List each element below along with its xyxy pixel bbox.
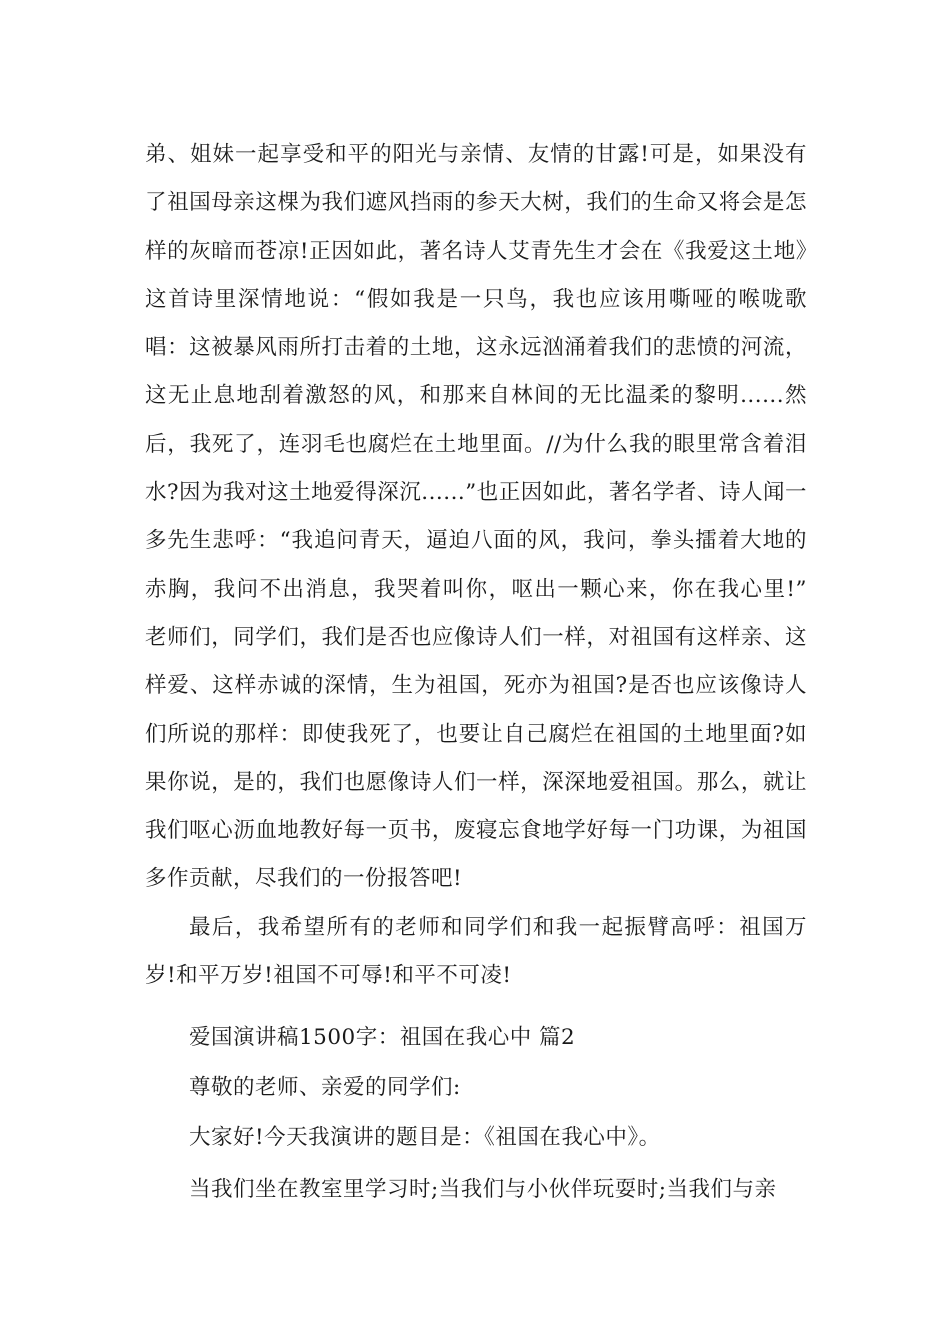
body-paragraph-2: 最后，我希望所有的老师和同学们和我一起振臂高呼：祖国万岁!和平万岁!祖国不可辱!和平不可凌! (145, 914, 807, 989)
document-body (145, 131, 807, 1215)
section-heading: 爱国演讲稿1500字：祖国在我心中 篇2 (189, 1025, 576, 1051)
salutation: 尊敬的老师、亲爱的同学们: (189, 1075, 461, 1101)
body-paragraph-3: 当我们坐在教室里学习时;当我们与小伙伴玩耍时;当我们与亲 (189, 1177, 777, 1203)
greeting-line: 大家好!今天我演讲的题目是：《祖国在我心中》。 (189, 1125, 661, 1151)
body-paragraph-1: 弟、姐妹一起享受和平的阳光与亲情、友情的甘露!可是，如果没有了祖国母亲这棵为我们遮风挡雨的参天大树，我们的生命又将会是怎样的灰暗而苍凉!正因如此，著名诗人艾青先生才会在《我爱这土地》这首诗里深情地说：“假如我是一只鸟，我也应该用嘶哑的喉咙歌唱：这被暴风雨所打击着的土地，这永远汹涌着我们的悲愤的河流，这无止息地刮着激怒的风，和那来自林间的无比温柔的黎明......然后，我死了，连羽毛也腐烂在土地里面。//为什么我的眼里常含着泪水?因为我对这土地爱得深沉......”也正因如此，著名学者、诗人闻一多先生悲呼：“我追问青天，逼迫八面的风，我问，拳头擂着大地的赤胸，我问不出消息，我哭着叫你，呕出一颗心来，你在我心里!” 老师们，同学们，我们是否也应像诗人们一样，对祖国有这样亲、这样爱、这样赤诚的深情，生为祖国，死亦为祖国?是否也应该像诗人们所说的那样：即使我死了，也要让自己腐烂在祖国的土地里面?如果你说，是的，我们也愿像诗人们一样，深深地爱祖国。那么，就让我们呕心沥血地教好每一页书，废寝忘食地学好每一门功课，为祖国多作贡献，尽我们的一份报答吧! (145, 142, 807, 892)
